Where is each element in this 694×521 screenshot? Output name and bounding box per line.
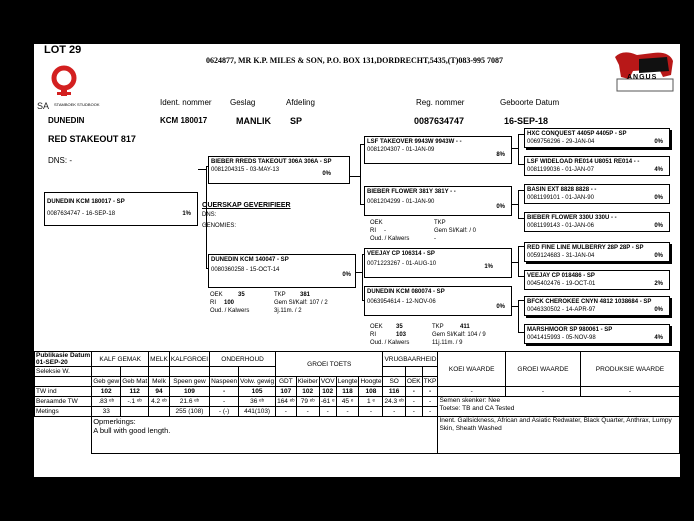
sd-ri-label: RI [370,228,376,234]
col-volw-gewig: Volw. gewig [240,378,275,385]
col-geb-gew: Geb gew [93,378,120,385]
opmerkings: Opmerkings: A bull with good length. [92,417,438,454]
sd-oud-label: Oud. / Kalwers [370,236,410,242]
dns-label: DNS: - [48,156,72,165]
dam-oud-label: Oud. / Kalwers [210,308,250,314]
col-naspeen: Naspeen [211,378,238,385]
angus-logo-text: ANGUS [627,74,658,81]
pedigree-sire-dam: BIEBER FLOWER 381Y 381Y - - 0081204299 - 01-JAN-90 0% [364,186,512,216]
semen-toetse: Semen skenker: Nee Toetse: TB and CA Tested [438,397,680,417]
birth-label: Geboorte Datum [500,98,560,107]
col-oek: OEK [406,378,421,385]
performance-table [34,351,680,454]
afdeling-value: SP [290,116,303,126]
dd-ri-value: 103 [396,332,407,338]
group-vrugbaarheid: VRUGBAARHEID [383,352,438,367]
col-kleiber: Kleiber [297,378,318,385]
pedigree-dam-dam: DUNEDIN KCM 080074 - SP 0063954614 - 12-NOV-06 0% [364,286,512,316]
ouerskap-dns: DNS: [202,212,217,218]
ident-label: Ident. nommer [160,98,212,107]
pedigree-gg-4: BIEBER FLOWER 330U 330U - - 0081199143 - 01-JAN-06 0% [524,212,670,232]
angus-logo [609,49,679,93]
geslag-label: Geslag [230,98,256,107]
pedigree-gg-3: BASIN EXT 8828 8828 - - 0081199101 - 01-JAN-90 0% [524,184,670,204]
group-kalfgemak: KALF GEMAK [92,352,149,367]
col-melk: Melk [149,377,170,387]
birth-value: 16-SEP-18 [504,116,549,126]
sd-ri-value: - [384,228,386,234]
group-groei-waarde: GROEI WAARDE [505,352,580,387]
col-geb-mat: Geb Mat [122,378,148,385]
group-koei-waarde: KOEI WAARDE [438,352,505,387]
group-produksie-waarde: PRODUKSIE WAARDE [580,352,679,387]
table-row: Metings 33 255 (108) - (-) 441(103) - - - - - - - - [35,407,680,417]
breeder-line: 0624877, MR K.P. MILES & SON, P.O. BOX 131,DORDRECHT,5435,(T)083-995 7087 [206,56,504,65]
pedigree-self: DUNEDIN KCM 180017 - SP 0087634747 - 16-SEP-18 1% [44,192,198,226]
seleksie-label: Seleksie W. [35,367,92,377]
sd-gem: Gem Sl/Kalf: / 0 [434,228,477,234]
group-onderhoud: ONDERHOUD [210,352,276,367]
dd-oud-value: 11j.11m. / 9 [432,340,463,346]
col-lengte: Lengte [337,378,358,385]
lot-sheet [34,44,680,477]
dam-ri-value: 100 [224,300,235,306]
table-row: Beraamde TW .83 ᵉᵇ -.1 ᵉᵇ 4.2 ᵉᵇ 21.6 ᵉᵇ - 36 ᵉᵇ 164 ᵉᵇ 79 ᵉᵇ -61 ᵉ 45 ᵉ 1 ᵉ 24.3 ᵉᵇ - - Semen skenker: Nee Toetse: TB and CA Tested [35,397,680,407]
pedigree-gg-1: HXC CONQUEST 4405P 4405P - SP 0069756296 - 29-JAN-04 0% [524,128,670,148]
pub-date-label: Publikasie Datum 01-SEP-20 [36,352,91,366]
dd-oud-label: Oud. / Kalwers [370,340,410,346]
dam-tkp-value: 381 [300,292,311,298]
pedigree-dam-sire: VEEJAY CP 106314 - SP 0071223267 - 01-AUG-10 1% [364,248,512,278]
afdeling-label: Afdeling [286,98,315,107]
dam-ri-label: RI [210,300,216,306]
dam-oek-value: 35 [238,292,245,298]
herd-name: DUNEDIN [48,116,85,125]
pedigree-gg-2: LSF WIDELOAD RE014 U8051 RE014 - - 0081199036 - 01-JAN-07 4% [524,156,670,176]
animal-name: RED STAKEOUT 817 [48,134,136,144]
dam-oud-value: 3j.11m. / 2 [274,308,302,314]
ident-value: KCM 180017 [160,116,208,125]
pedigree-gg-6: VEEJAY CP 018486 - SP 0045402476 - 19-OCT-01 2% [524,270,670,290]
pedigree-gg-5: RED FINE LINE MULBERRY 28P 28P - SP 0059124683 - 31-JAN-04 0% [524,242,670,262]
pedigree-dam: DUNEDIN KCM 140047 - SP 0080360258 - 15-OCT-14 0% [208,254,356,288]
col-so: SO [383,377,405,387]
dam-gem: Gem Sl/Kalf: 107 / 2 [274,300,328,306]
group-kalfgroei: KALFGROEI [169,352,209,367]
col-tkp: TKP [423,378,437,385]
dd-ri-label: RI [370,332,376,338]
geslag-value: MANLIK [236,116,271,126]
sd-oud-value: - [434,236,436,242]
dam-oek-label: OEK [210,292,223,298]
reg-label: Reg. nommer [416,98,465,107]
dd-gem: Gem Sl/Kalf: 104 / 9 [432,332,486,338]
logo-studbook-text: STAMBOEK STUDBOOK [54,102,100,107]
col-speen-gew: Speen gew [169,377,209,387]
dd-tkp-value: 411 [460,324,470,330]
pedigree-sire: BIEBER RREDS TAKEOUT 306A 306A - SP 0081204315 - 03-MAY-13 0% [208,156,350,184]
ouerskap-verified: OUERSKAP GEVERIFIEER [202,202,291,209]
sd-tkp-label: TKP [434,220,446,226]
pedigree-gg-8: MARSHMOOR SP 980061 - SP 0041415993 - 05-NOV-98 4% [524,324,670,344]
logo-sa-text: SA [37,101,50,111]
lot-number: LOT 29 [44,44,82,56]
pedigree-gg-7: BFCK CHEROKEE CNYN 4812 1038684 - SP 0046330502 - 14-APR-97 0% [524,296,670,316]
col-vov: VOV [320,378,335,385]
dd-oek-value: 35 [396,324,403,330]
group-groeitoets: GROEI TOETS [276,352,383,377]
group-melk: MELK [149,352,170,367]
ouerskap-genomies: GENOMIES: [202,223,237,229]
sd-oek-label: OEK [370,220,383,226]
pedigree-sire-sire: LSF TAKEOVER 9943W 9943W - - 0081204307 - 01-JAN-09 8% [364,136,512,164]
col-gdt: GDT [276,377,297,387]
reg-value: 0087634747 [414,116,465,126]
col-hoogte: Hoogte [360,378,382,385]
table-row: TW ind 102 112 94 109 - 105 107 102 102 118 108 116 - - - - - [35,387,680,397]
inentings: Inent. Gallsickness, African and Asiatic Redwater, Black Quarter, Anthrax, Lumpy Skin, Sheath Washed [438,417,680,454]
dam-tkp-label: TKP [274,292,286,298]
dd-oek-label: OEK [370,324,383,330]
dd-tkp-label: TKP [432,324,444,330]
